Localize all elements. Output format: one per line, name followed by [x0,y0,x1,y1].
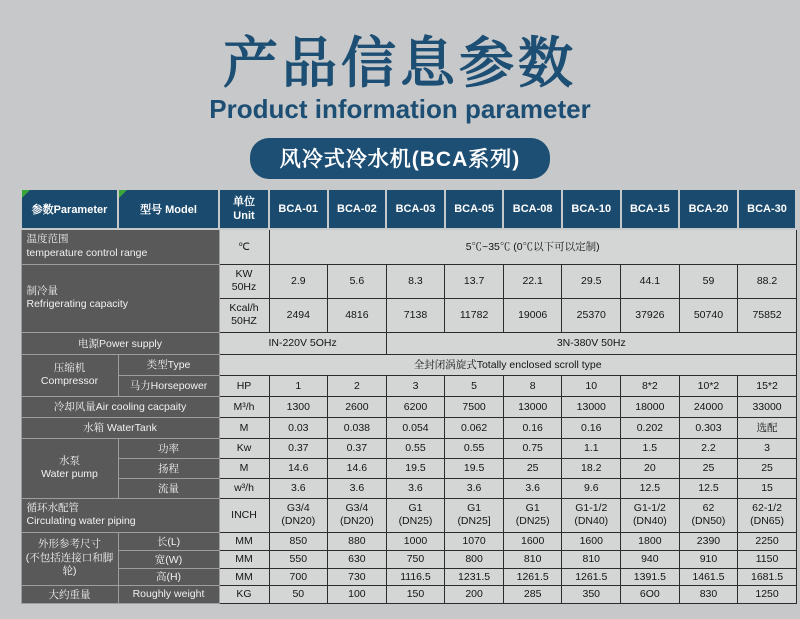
unit-cell: INCH [219,498,269,532]
value-cell: 100 [328,585,387,603]
header-unit-cn: 单位 [233,195,255,208]
header-model-label: 型号 Model [140,204,197,216]
value-cell: 25 [679,458,738,478]
label-cn: 温度范围 [26,233,69,246]
value-cell: 1.1 [562,438,621,458]
table-row [21,417,796,438]
value-cell: 19.5 [445,458,504,478]
row-label-height: 高(H) [118,568,219,585]
value-cell: 8.3 [386,264,445,298]
header-model [118,189,219,229]
value-cell: 1600 [503,532,562,550]
table-row [21,396,796,417]
value-cell: 2.2 [679,438,738,458]
value-cell: 3.6 [445,478,504,498]
pipe-size: 62-1/2 [752,501,782,514]
value-cell: 8 [503,375,562,396]
spec-table [20,188,797,604]
value-cell: 10 [562,375,621,396]
unit-cell: Kw [219,438,269,458]
value-cell: 9.6 [562,478,621,498]
value-cell: 15 [738,478,797,498]
value-cell: 1300 [269,396,328,417]
value-cell: 2390 [679,532,738,550]
value-cell: 24000 [679,396,738,417]
value-cell: 200 [445,585,504,603]
header-model-bca02: BCA-02 [328,189,387,229]
value-cell: 880 [328,532,387,550]
pipe-size: G3/4 [345,501,369,514]
value-cell: 850 [269,532,328,550]
value-cell: 6200 [386,396,445,417]
value-cell: 50 [269,585,328,603]
value-cell: 550 [269,550,328,568]
value-cell: 2494 [269,298,328,332]
label-note: (不包括连接口和脚轮) [25,551,114,578]
value-cell: 50740 [679,298,738,332]
value-cell: 25 [738,458,797,478]
row-label-compressor-type: 类型Type [118,354,219,375]
value-cell: 12.5 [621,478,680,498]
value-cell: 29.5 [562,264,621,298]
value-cell: 1261.5 [503,568,562,585]
value-cell [386,498,445,532]
unit-cell [219,298,269,332]
pipe-size: G3/4 [286,501,310,514]
pipe-size: G1-1/2 [633,501,666,514]
value-cell: 0.038 [328,417,387,438]
value-cell: 750 [386,550,445,568]
value-cell: 3 [738,438,797,458]
label-en: Water pump [41,468,98,480]
unit-cell: ℃ [219,229,269,264]
table-row [21,375,796,396]
row-label-power-supply: 电源Power supply [21,332,219,354]
label-en: temperature control range [26,246,148,259]
value-cell [738,498,797,532]
value-cell: 25 [503,458,562,478]
pipe-size: G1-1/2 [575,501,608,514]
table-row [21,438,796,458]
value-cell: 22.1 [503,264,562,298]
value-cell: 1 [269,375,328,396]
value-cell: 3 [386,375,445,396]
value-cell: 810 [503,550,562,568]
value-cell: 0.062 [445,417,504,438]
series-badge: 风冷式冷水机(BCA系列) [250,138,550,179]
value-cell: 10*2 [679,375,738,396]
value-cell [562,498,621,532]
unit-line2: 50Hz [231,281,257,293]
pipe-dn: (DN20) [281,515,316,527]
header-unit-en: Unit [233,210,255,222]
header-model-bca10: BCA-10 [562,189,621,229]
header-model-bca15: BCA-15 [621,189,680,229]
value-cell: 1391.5 [621,568,680,585]
value-cell-power-380: 3N-380V 50Hz [386,332,796,354]
value-cell: 1681.5 [738,568,797,585]
value-cell: 1070 [445,532,504,550]
value-cell [679,498,738,532]
value-cell: 14.6 [269,458,328,478]
label-cn: 水泵 [59,454,80,467]
table-row [21,568,796,585]
row-label-pump-head: 扬程 [118,458,219,478]
header-parameter [21,189,118,229]
pipe-size: G1 [408,501,423,514]
value-cell: 13000 [503,396,562,417]
value-cell: 1231.5 [445,568,504,585]
value-cell: 13.7 [445,264,504,298]
unit-cell: MM [219,550,269,568]
value-cell: 1600 [562,532,621,550]
table-row [21,354,796,375]
value-cell: 7500 [445,396,504,417]
header-parameter-label: 参数Parameter [31,204,108,216]
value-cell: 1150 [738,550,797,568]
value-cell: 6O0 [621,585,680,603]
value-cell: 940 [621,550,680,568]
value-cell: 18000 [621,396,680,417]
row-label-compressor [21,354,118,396]
value-cell: 810 [562,550,621,568]
value-cell: 1116.5 [386,568,445,585]
cell-marker-icon [119,190,127,198]
unit-cell: w³/h [219,478,269,498]
row-label-water-tank: 水箱 WaterTank [21,417,219,438]
value-cell: 3.6 [269,478,328,498]
row-label-air-cooling: 冷却风量Air cooling cacpaity [21,396,219,417]
value-cell: 0.16 [562,417,621,438]
value-cell-power-220: IN-220V 5OHz [219,332,386,354]
value-cell: 14.6 [328,458,387,478]
pipe-dn: (DN40) [632,515,667,527]
table-row [21,229,796,264]
value-cell: 8*2 [621,375,680,396]
row-label-refrigerating [21,264,219,332]
pipe-size: 62 [702,501,715,514]
value-cell: 2.9 [269,264,328,298]
pipe-dn: (DN20) [339,515,374,527]
value-cell [445,498,504,532]
table-row [21,478,796,498]
pipe-dn: (DN25] [457,515,491,527]
value-cell: 0.202 [621,417,680,438]
unit-cell: M [219,417,269,438]
value-cell: 5.6 [328,264,387,298]
pipe-size: G1 [525,501,540,514]
row-label-water-pump [21,438,118,498]
header-model-bca05: BCA-05 [445,189,504,229]
value-cell: 12.5 [679,478,738,498]
value-cell [269,498,328,532]
unit-cell: MM [219,568,269,585]
unit-cell: M [219,458,269,478]
unit-cell: KG [219,585,269,603]
value-cell [328,498,387,532]
value-cell: 88.2 [738,264,797,298]
value-cell: 20 [621,458,680,478]
value-cell: 3.6 [386,478,445,498]
table-row [21,264,796,298]
pipe-dn: (DN25) [398,515,433,527]
value-cell: 285 [503,585,562,603]
value-cell: 0.55 [445,438,504,458]
value-cell: 15*2 [738,375,797,396]
value-cell [503,498,562,532]
unit-cell: HP [219,375,269,396]
label-cn: 外形参考尺寸 [38,538,101,551]
table-row [21,585,796,603]
header-model-bca08: BCA-08 [503,189,562,229]
pipe-dn: (DN40) [574,515,609,527]
value-cell: 700 [269,568,328,585]
page-subtitle: Product information parameter [209,94,591,124]
unit-line2: 50HZ [231,315,257,327]
value-cell: 0.054 [386,417,445,438]
value-cell: 33000 [738,396,797,417]
value-cell: 350 [562,585,621,603]
value-cell: 0.37 [328,438,387,458]
value-cell: 1800 [621,532,680,550]
table-row [21,532,796,550]
label-cn: 循环水配管 [26,501,79,514]
row-label-width: 宽(W) [118,550,219,568]
row-label-length: 长(L) [118,532,219,550]
value-cell: 1261.5 [562,568,621,585]
cell-marker-icon [22,190,30,198]
value-cell: 19.5 [386,458,445,478]
value-cell: 830 [679,585,738,603]
value-cell: 37926 [621,298,680,332]
value-cell: 3.6 [328,478,387,498]
pipe-dn: (DN65) [750,515,784,527]
header-unit [219,189,269,229]
value-cell [621,498,680,532]
label-en: Circulating water piping [26,515,136,527]
value-cell: 3.6 [503,478,562,498]
value-cell: 150 [386,585,445,603]
unit-line1: KW [235,267,253,280]
label-cn: 制冷量 [26,284,58,297]
value-cell: 630 [328,550,387,568]
value-cell: 730 [328,568,387,585]
value-cell: 0.03 [269,417,328,438]
header-model-bca30: BCA-30 [738,189,797,229]
row-label-pump-flow: 流量 [118,478,219,498]
row-label-horsepower: 马力Horsepower [118,375,219,396]
row-label-weight-en: Roughly weight [118,585,219,603]
value-cell: 0.37 [269,438,328,458]
unit-cell: MM [219,532,269,550]
value-cell: 75852 [738,298,797,332]
value-cell: 910 [679,550,738,568]
value-cell: 2 [328,375,387,396]
table-row [21,458,796,478]
value-cell: 59 [679,264,738,298]
pipe-size: G1 [467,501,482,514]
label-en: Compressor [40,375,99,387]
value-cell: 2600 [328,396,387,417]
unit-cell [219,264,269,298]
value-cell: 0.55 [386,438,445,458]
value-cell: 11782 [445,298,504,332]
row-label-dimensions [21,532,118,585]
value-cell: 7138 [386,298,445,332]
value-cell: 2250 [738,532,797,550]
pipe-dn: (DN25) [515,515,550,527]
value-cell: 1000 [386,532,445,550]
table-row [21,550,796,568]
row-label-pump-power: 功率 [118,438,219,458]
value-cell: 4816 [328,298,387,332]
pipe-dn: (DN50) [691,515,726,527]
value-cell-compressor-type: 全封闭涡旋式Totally enclosed scroll type [219,354,796,375]
value-cell: 25370 [562,298,621,332]
value-cell: 13000 [562,396,621,417]
label-cn: 压缩机 [53,361,86,374]
page-title: 产品信息参数 [222,32,577,94]
value-cell: 19006 [503,298,562,332]
row-label-piping [21,498,219,532]
value-cell: 800 [445,550,504,568]
header-model-bca01: BCA-01 [269,189,328,229]
value-cell: 5 [445,375,504,396]
row-label-weight-cn: 大约重量 [21,585,118,603]
unit-line1: Kcal/h [229,301,259,314]
row-label-temperature [21,229,219,264]
value-cell: 选配 [738,417,797,438]
table-row [21,189,796,229]
header-model-bca20: BCA-20 [679,189,738,229]
unit-cell: M³/h [219,396,269,417]
value-cell: 1250 [738,585,797,603]
value-cell: 1.5 [621,438,680,458]
table-row [21,332,796,354]
value-cell: 1461.5 [679,568,738,585]
label-en: Refrigerating capacity [26,298,129,310]
value-cell: 44.1 [621,264,680,298]
value-cell-temperature: 5℃~35℃ (0℃以下可以定制) [269,229,796,264]
table-row [21,498,796,532]
value-cell: 0.303 [679,417,738,438]
value-cell: 18.2 [562,458,621,478]
value-cell: 0.16 [503,417,562,438]
value-cell: 0.75 [503,438,562,458]
header-model-bca03: BCA-03 [386,189,445,229]
